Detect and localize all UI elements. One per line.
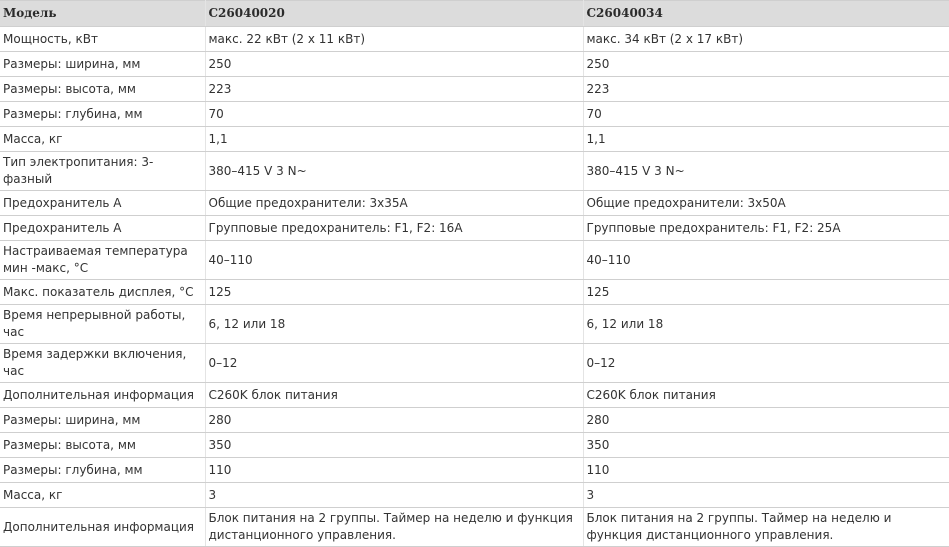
row-value-2: 0–12 — [583, 344, 949, 383]
row-label: Масса, кг — [0, 483, 205, 508]
row-value-2: C260K блок питания — [583, 383, 949, 408]
table-row — [0, 27, 949, 52]
row-label: Дополнительная информация — [0, 508, 205, 547]
table-row — [0, 344, 949, 383]
table-row — [0, 305, 949, 344]
row-value-2: 223 — [583, 77, 949, 102]
row-value-1: 380–415 V 3 N~ — [205, 152, 583, 191]
row-label: Размеры: ширина, мм — [0, 408, 205, 433]
row-value-2: 1,1 — [583, 127, 949, 152]
row-value-1: 70 — [205, 102, 583, 127]
row-value-2: 70 — [583, 102, 949, 127]
table-row — [0, 191, 949, 216]
table-row — [0, 77, 949, 102]
row-value-1: 1,1 — [205, 127, 583, 152]
row-value-2: 280 — [583, 408, 949, 433]
row-label: Размеры: глубина, мм — [0, 458, 205, 483]
row-value-1: 6, 12 или 18 — [205, 305, 583, 344]
table-row — [0, 52, 949, 77]
row-value-1: 0–12 — [205, 344, 583, 383]
row-value-1: Общие предохранители: 3x35A — [205, 191, 583, 216]
row-label: Размеры: глубина, мм — [0, 102, 205, 127]
row-value-2: 40–110 — [583, 241, 949, 280]
row-label: Размеры: высота, мм — [0, 77, 205, 102]
row-value-1: 110 — [205, 458, 583, 483]
table-row — [0, 241, 949, 280]
row-value-1: макс. 22 кВт (2 x 11 кВт) — [205, 27, 583, 52]
table-row — [0, 216, 949, 241]
table-row — [0, 127, 949, 152]
row-label: Предохранитель А — [0, 216, 205, 241]
row-value-2: 350 — [583, 433, 949, 458]
row-value-2: Блок питания на 2 группы. Таймер на неделю и функция дистанционного управления. — [583, 508, 949, 547]
table-row — [0, 408, 949, 433]
row-value-2: 125 — [583, 280, 949, 305]
row-value-1: Групповые предохранитель: F1, F2: 16A — [205, 216, 583, 241]
row-value-1: 350 — [205, 433, 583, 458]
row-value-1: 250 — [205, 52, 583, 77]
row-label: Дополнительная информация — [0, 383, 205, 408]
row-value-2: 380–415 V 3 N~ — [583, 152, 949, 191]
row-label: Мощность, кВт — [0, 27, 205, 52]
row-value-2: 110 — [583, 458, 949, 483]
row-label: Время непрерывной работы, час — [0, 305, 205, 344]
row-label: Размеры: высота, мм — [0, 433, 205, 458]
row-value-1: 125 — [205, 280, 583, 305]
row-value-2: 250 — [583, 52, 949, 77]
header-model-2: C26040034 — [583, 1, 949, 27]
row-value-2: Групповые предохранитель: F1, F2: 25A — [583, 216, 949, 241]
row-value-1: 40–110 — [205, 241, 583, 280]
row-label: Макс. показатель дисплея, °C — [0, 280, 205, 305]
row-value-2: 3 — [583, 483, 949, 508]
row-label: Предохранитель А — [0, 191, 205, 216]
row-label: Время задержки включения, час — [0, 344, 205, 383]
row-label: Тип электропитания: 3-фазный — [0, 152, 205, 191]
table-row — [0, 102, 949, 127]
row-value-2: Общие предохранители: 3x50A — [583, 191, 949, 216]
row-value-1: Блок питания на 2 группы. Таймер на неделю и функция дистанционного управления. — [205, 508, 583, 547]
table-row — [0, 458, 949, 483]
table-row — [0, 280, 949, 305]
row-value-1: C260K блок питания — [205, 383, 583, 408]
row-label: Размеры: ширина, мм — [0, 52, 205, 77]
table-row — [0, 433, 949, 458]
row-value-1: 3 — [205, 483, 583, 508]
row-value-1: 280 — [205, 408, 583, 433]
table-row — [0, 383, 949, 408]
row-value-2: 6, 12 или 18 — [583, 305, 949, 344]
header-model-1: C26040020 — [205, 1, 583, 27]
table-row — [0, 152, 949, 191]
row-label: Масса, кг — [0, 127, 205, 152]
row-label: Настраиваемая температура мин -макс, °C — [0, 241, 205, 280]
row-value-1: 223 — [205, 77, 583, 102]
table-header-row — [0, 1, 949, 27]
table-row — [0, 483, 949, 508]
header-model: Модель — [0, 1, 205, 27]
row-value-2: макс. 34 кВт (2 x 17 кВт) — [583, 27, 949, 52]
table-row — [0, 508, 949, 547]
